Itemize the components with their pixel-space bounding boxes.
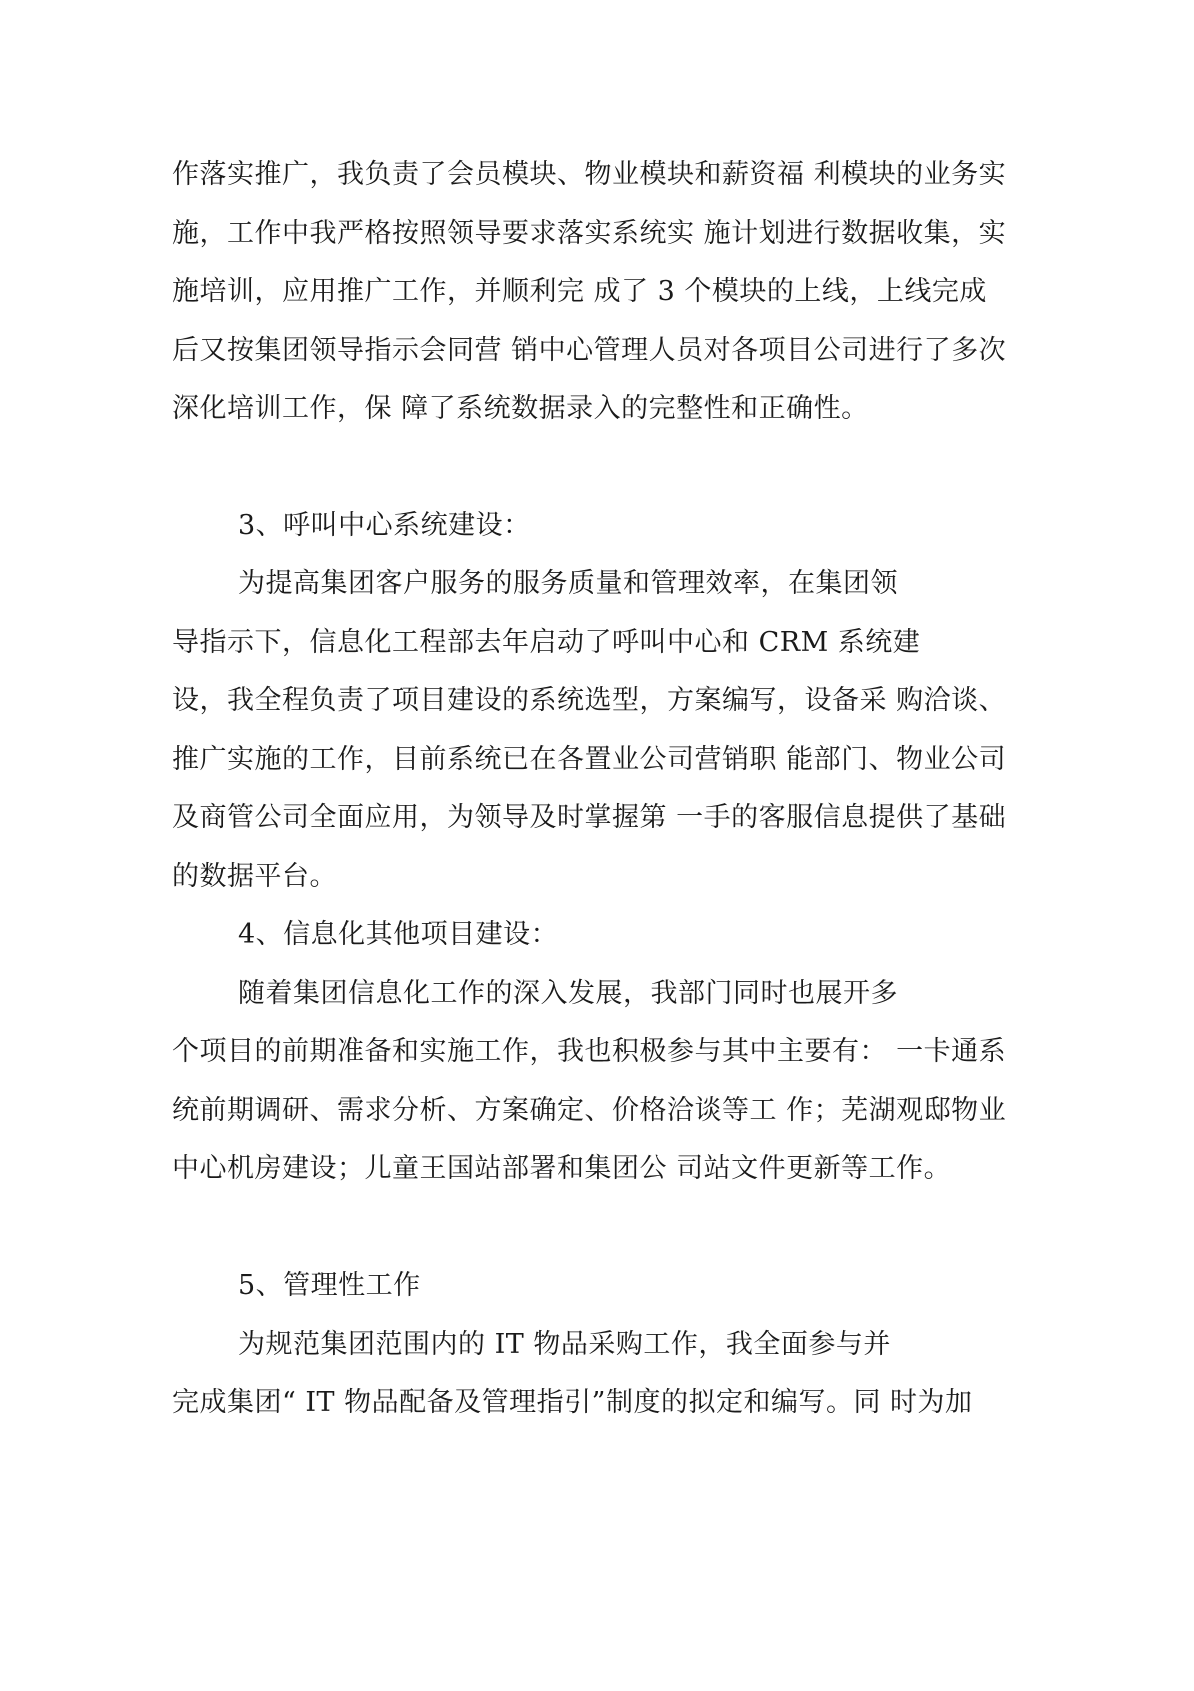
paragraph-line: 设，我全程负责了项目建设的系统选型，方案编写，设备采 购洽谈、 [172, 685, 1007, 716]
paragraph-line: 作落实推广，我负责了会员模块、物业模块和薪资福 利模块的业务实 [172, 159, 1007, 190]
paragraph-line: 后又按集团领导指示会同营 销中心管理人员对各项目公司进行了多次 [172, 335, 1007, 366]
paragraph-line: 中心机房建设；儿童王国站部署和集团公 司站文件更新等工作。 [172, 1153, 952, 1184]
section-heading: 3、呼叫中心系统建设： [238, 510, 531, 541]
paragraph-line: 施培训，应用推广工作，并顺利完 成了 3 个模块的上线，上线完成 [172, 276, 987, 307]
paragraph-line: 导指示下，信息化工程部去年启动了呼叫中心和 CRM 系统建 [172, 627, 921, 658]
paragraph-line: 推广实施的工作，目前系统已在各置业公司营销职 能部门、物业公司 [172, 744, 1007, 775]
paragraph-line: 施，工作中我严格按照领导要求落实系统实 施计划进行数据收集，实 [172, 218, 1007, 249]
paragraph-line: 及商管公司全面应用，为领导及时掌握第 一手的客服信息提供了基础 [172, 802, 1007, 833]
paragraph-line: 统前期调研、需求分析、方案确定、价格洽谈等工 作；芜湖观邸物业 [172, 1095, 1007, 1126]
paragraph-line: 深化培训工作，保 障了系统数据录入的完整性和正确性。 [172, 393, 869, 424]
paragraph-line: 为提高集团客户服务的服务质量和管理效率，在集团领 [238, 568, 898, 599]
paragraph-line: 为规范集团范围内的 IT 物品采购工作，我全面参与并 [238, 1329, 891, 1360]
paragraph-line: 个项目的前期准备和实施工作，我也积极参与其中主要有： 一卡通系 [172, 1036, 1007, 1067]
section-heading: 4、信息化其他项目建设： [238, 919, 559, 950]
paragraph-line: 随着集团信息化工作的深入发展，我部门同时也展开多 [238, 978, 898, 1009]
section-heading: 5、管理性工作 [238, 1270, 421, 1301]
paragraph-line: 的数据平台。 [172, 861, 337, 892]
paragraph-line: 完成集团“ IT 物品配备及管理指引”制度的拟定和编写。同 时为加 [172, 1387, 973, 1418]
